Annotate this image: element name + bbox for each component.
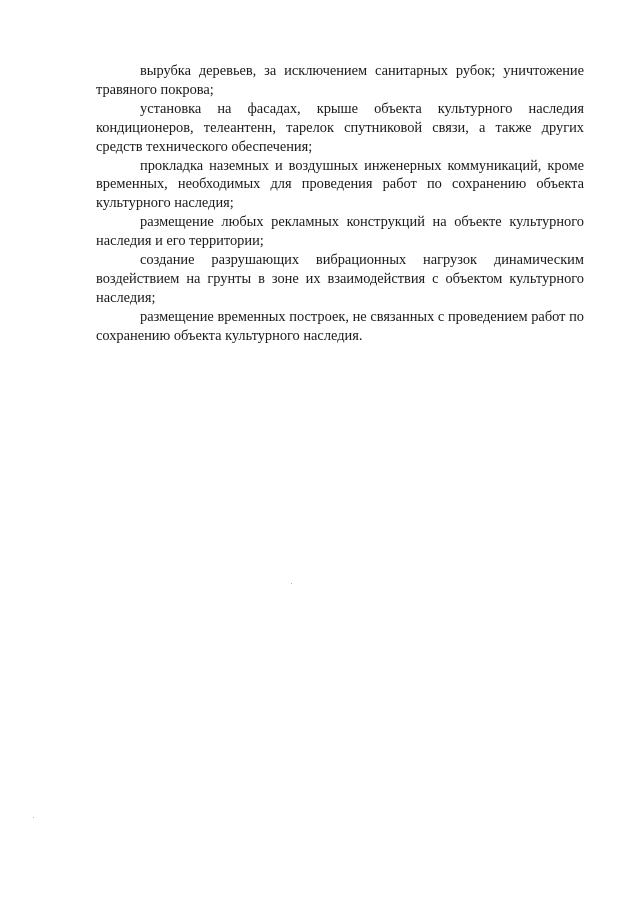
paragraph-temporary-buildings: размещение временных построек, не связанных с проведением работ по сохранению объекта культурного наследия. (96, 308, 584, 344)
prohibitions-list (96, 62, 584, 346)
paragraph-utility-lines: прокладка наземных и воздушных инженерных коммуникаций, кроме временных, необходимых для проведения работ по сохранению объекта культурного наследия; (96, 157, 584, 212)
paragraph-vibration-loads: создание разрушающих вибрационных нагрузок динамическим воздействием на грунты в зоне их взаимодействия с объектом культурного наследия; (96, 252, 584, 306)
scan-speck (291, 583, 292, 584)
paragraph-advertising: размещение любых рекламных конструкций на объекте культурного наследия и его территории; (96, 214, 584, 250)
scan-speck (33, 817, 34, 818)
paragraph-tree-cutting: вырубка деревьев, за исключением санитарных рубок; уничтожение травяного покрова; (96, 63, 584, 98)
paragraph-facade-equipment: установка на фасадах, крыше объекта культурного наследия кондиционеров, телеантенн, тарелок спутниковой связи, а также других средств технического обеспечения; (96, 100, 584, 155)
